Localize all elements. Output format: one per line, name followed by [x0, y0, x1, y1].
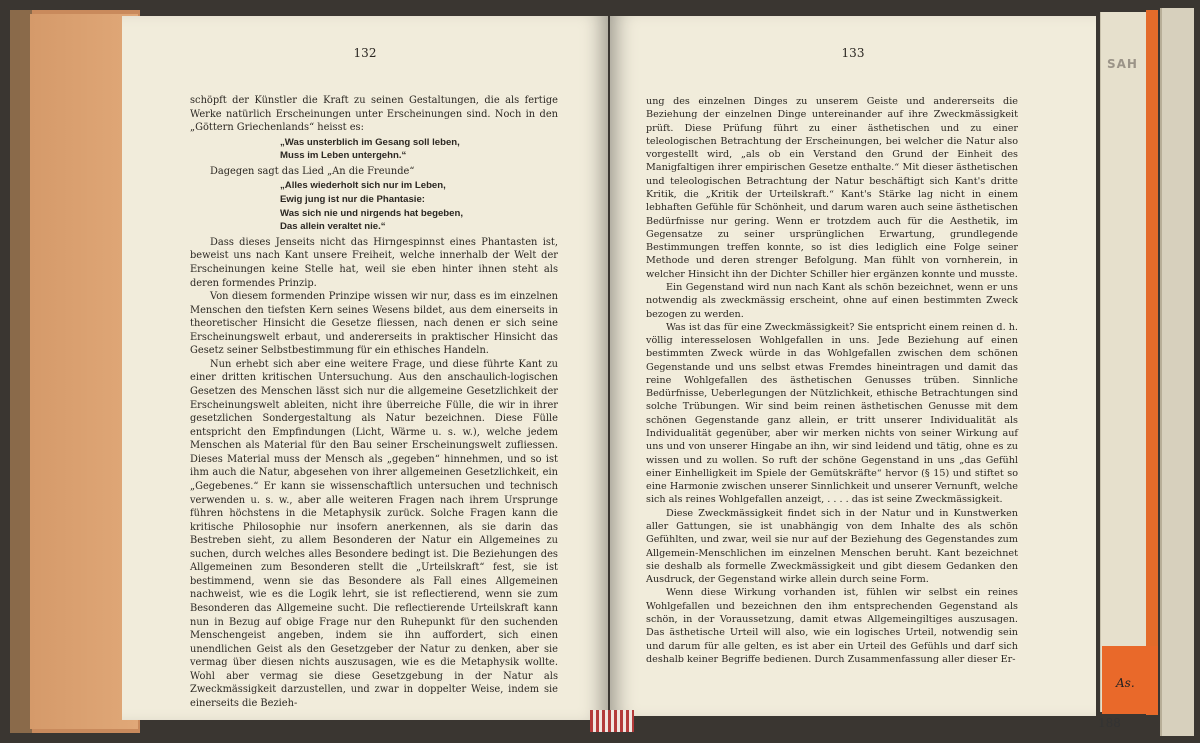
orange-tab	[1102, 646, 1158, 714]
left-page	[122, 16, 608, 720]
verse-line: Was sich nie und nirgends hat begeben,	[280, 207, 464, 219]
verse-line: Ewig jung ist nur die Phantasie:	[280, 194, 425, 206]
verse-line: „Alles wiederholt sich nur im Leben,	[280, 180, 446, 192]
verse-line: Das allein veraltet nie.“	[280, 221, 386, 233]
page-text	[646, 95, 1018, 666]
orange-strip	[1146, 10, 1158, 715]
volume-year: 188	[1098, 716, 1121, 730]
paragraph: Diese Zweckmässigkeit findet sich in der Natur und in Kunstwerken aller Gattungen, sie ist unabhängig von dem Inhalte des als schön Gefühlten, und zwar, weil sie nur auf der Beziehung des Gegenstandes zum Allgemein-Menschlichen im einzelnen Menschen beruht. Kant bezeichnet sie deshalb als formelle Zweckmässigkeit und gibt diesem Gedanken den Ausdruck, der Gegenstand wirke allein durch seine Form.	[646, 507, 1018, 586]
page-number: 132	[353, 46, 377, 60]
verse-line: „Was unsterblich im Gesang soll leben,	[280, 136, 460, 148]
volume-label: SAH	[1107, 57, 1138, 71]
paragraph: ung des einzelnen Dinges zu unserem Geiste und andererseits die Beziehung der einzelnen Dinge untereinander auf ihre Zweckmässigkeit prüft. Diese Prüfung führt zu einer ästhetischen und zu einer teleologischen Betrachtung der Erscheinungen, bei welcher die Natur also vorgestellt wird, „als ob ein Verstand den Grund der Einheit des Manigfaltigen ihrer empirischen Gesetze enthalte.“ Mit dieser ästhetischen und teleologischen Betrachtung der Natur beschäftigt sich Kant's dritte Kritik, die „Kritik der Urteilskraft.“ Kant's Stärke lag nicht in einem lebhaften Gefühle für Schönheit, und darum waren auch seine ästhetischen Bedürfnisse nur gering. Wenn er trotzdem auch für die Aesthetik, im Gegensatze zu seiner ursprünglichen Erwartung, grundlegende Bestimmungen treffen konnte, so ist dies lediglich eine Folge seiner Methode und deren strenger Befolgung. Man fühlt von vornherein, in welcher Hinsicht ihn der Dichter Schiller hier ergänzen konnte und musste.	[646, 96, 1018, 280]
bookmark-ribbon	[590, 710, 634, 732]
paragraph: Wenn diese Wirkung vorhanden ist, fühlen wir selbst ein reines Wohlgefallen und bezeichnen den ihm entsprechenden Gegenstand als schön, in der Voraussetzung, damit etwas Allgemeingiltiges auszusagen. Das ästhetische Urteil will also, wie ein logisches Urteil, notwendig sein und darum für alle gelten, es ist aber ein Urteil des Gefühls und darf sich deshalb keiner Begriffe bedienen. Durch Zusammenfassung aller dieser Er-	[646, 587, 1018, 665]
paragraph: Nun erhebt sich aber eine weitere Frage, und diese führte Kant zu einer dritten kritischen Untersuchung. Aus den anschaulich-logischen Gesetzen des Menschen lässt sich nur die allgemeine Gesetzlichkeit der Erscheinungswelt ableiten, nicht ihre überreiche Fülle, die wir in ihrer gesetzlichen Sondergestaltung als Natur bezeichnen. Diese Fülle entspricht den Empfindungen (Licht, Wärme u. s. w.), welche jedem Menschen als Material für den Bau seiner Erscheinungswelt zufliessen. Dieses Material muss der Mensch als „gegeben“ hinnehmen, und so ist ihm auch die Natur, abgesehen von ihrer allgemeinen Gesetzlichkeit, ein „Gegebenes.“ Er kann sie wissenschaftlich untersuchen und technisch verwenden u. s. w., aber alle weiteren Fragen nach ihrem Ursprunge führen höchstens in die Metaphysik zurück. Solche Fragen kann die kritische Philosophie nur insofern anerkennen, als sie darin das Bestreben sieht, zu allem Besonderen der Natur ein Allgemeines zu suchen, durch welches alles Besondere bedingt ist. Die Beziehungen des Allgemeinen zum Besonderen stellt die „Urteilskraft“ fest, sie ist bestimmend, wenn sie das Besondere als Fall eines Allgemeinen nachweist, wie es die Logik lehrt, sie ist reflectierend, wenn sie zum Besonderen das Allgemeine sucht. Die reflectierende Urteilskraft kann nun in Bezug auf obige Frage nur den Ruhepunkt für den suchenden Menschengeist angeben, indem sie ihn auffordert, sich einen unendlichen Geist als den Gesetzgeber der Natur zu denken, aber sie vermag über diesen nichts auszusagen, wie es die Metaphysik wollte. Wohl aber vermag sie diese Gesetzgebung in der Natur als Zweckmässigkeit darzustellen, und zwar in doppelter Weise, indem sie einerseits die Bezieh-	[190, 358, 558, 709]
tab-text: As.	[1116, 676, 1135, 690]
page-text	[190, 94, 558, 711]
paragraph: Dass dieses Jenseits nicht das Hirngespinnst eines Phantasten ist, beweist uns nach Kant unsere Freiheit, welche innerhalb der Welt der Erscheinungen keine Stelle hat, weil sie eben hinter ihnen steht als deren formendes Prinzip.	[190, 236, 558, 289]
verse-line: Muss im Leben untergehn.“	[280, 150, 407, 162]
paragraph: schöpft der Künstler die Kraft zu seinen Gestaltungen, die als fertige Werke natürlich Erscheinungen unter Erscheinungen sind. Noch in den „Göttern Griechenlands“ heisst es:	[190, 95, 558, 134]
paragraph: Dagegen sagt das Lied „An die Freunde“	[210, 165, 415, 177]
paragraph: Was ist das für eine Zweckmässigkeit? Sie entspricht einem reinen d. h. völlig interesselosen Wohlgefallen in uns. Jede Beziehung auf einen bestimmten Zweck würde in das Wohlgefallen zwischen dem schönen Gegenstande und uns selbst etwas Fremdes hineintragen und damit das reine Wohlgefallen des ästhetischen Genusses trüben. Sinnliche Bedürfnisse, Ueberlegungen der Nützlichkeit, ethische Betrachtungen sind solche Trübungen. Wir sind beim reinen ästhetischen Genusse mit dem schönen Gegenstande ganz allein, er tritt unserer Individualität als Individualität gegenüber, aber wir merken nichts von seiner Wirkung auf uns und von unserer Hingabe an ihn, wir sind leidend und tätig, ohne es zu wissen und zu wollen. So ruft der schöne Gegenstand in uns „das Gefühl einer Einhelligkeit im Spiele der Gemütskräfte“ hervor (§ 15) und stiftet so eine Harmonie zwischen unserer Sinnlichkeit und unserer Vernunft, welche sich als reines Wohlgefallen anzeigt, . . . . das ist seine Zweckmässigkeit.	[646, 321, 1018, 506]
right-page	[610, 16, 1096, 716]
shelf-edge	[1160, 8, 1194, 736]
paragraph: Ein Gegenstand wird nun nach Kant als schön bezeichnet, wenn er uns notwendig als zweckmässig erscheint, ohne auf einen bestimmten Zweck bezogen zu werden.	[646, 281, 1018, 320]
book-spine	[10, 10, 32, 733]
page-number: 133	[841, 46, 865, 60]
paragraph: Von diesem formenden Prinzipe wissen wir nur, dass es im einzelnen Menschen den tiefsten Kern seines Wesens bildet, aus dem einerseits in theoretischer Hinsicht die Gesetze fliessen, nach denen er sich seine Erscheinungswelt erbaut, und andererseits in praktischer Hinsicht das Gesetz seiner Selbstbestimmung für ein ethisches Handeln.	[190, 291, 558, 357]
